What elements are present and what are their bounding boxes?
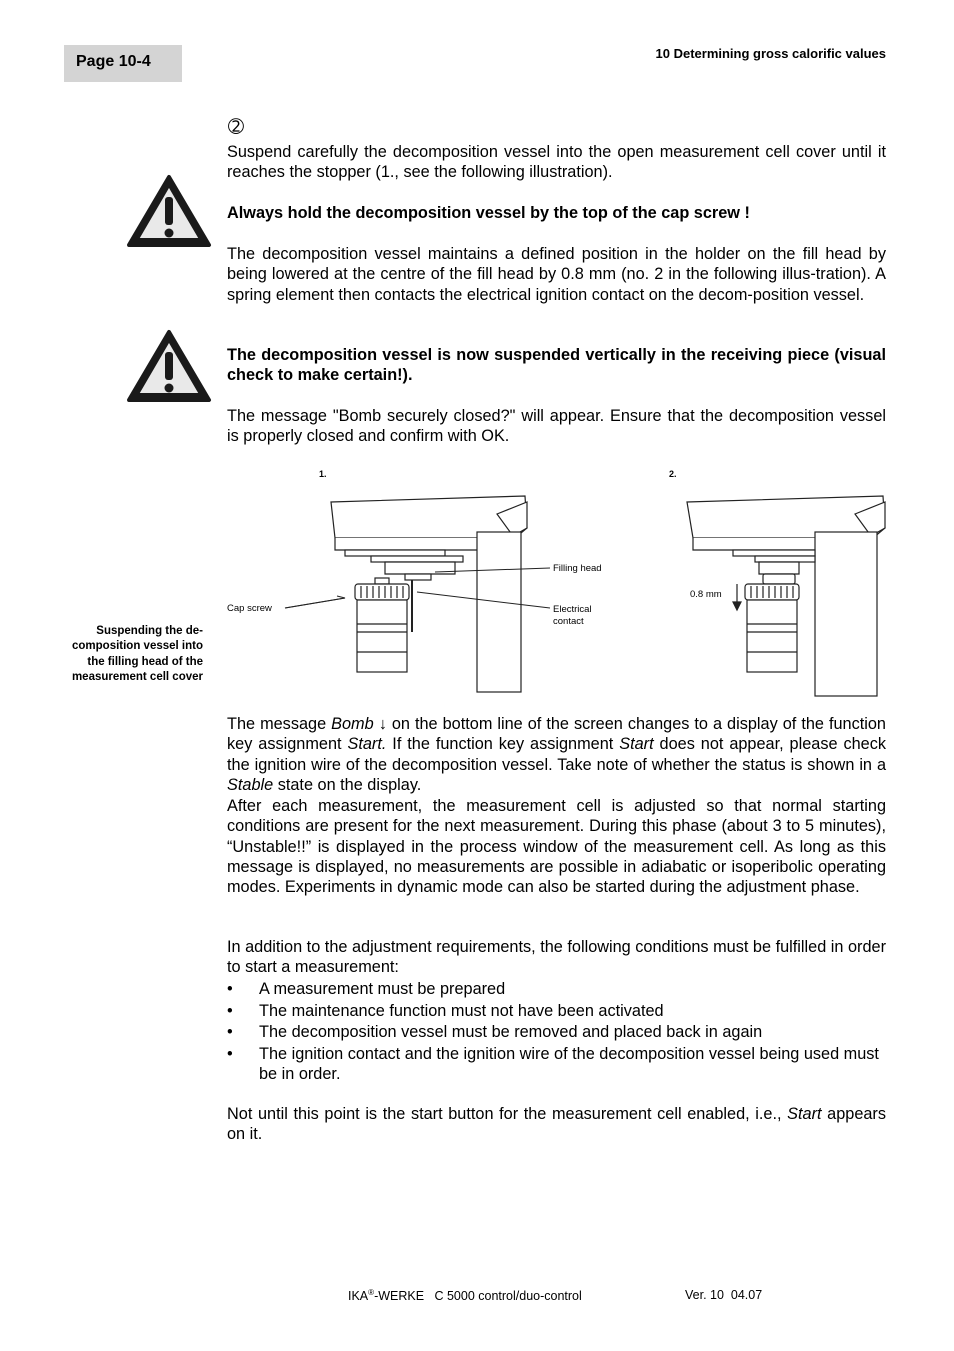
page-number-tab: Page 10-4 [64, 45, 182, 82]
callout-electrical-2: contact [553, 616, 584, 627]
paragraph-bomb-message: The message "Bomb securely closed?" will appear. Ensure that the decomposition vessel is properly closed and confirm with OK. [227, 407, 886, 446]
list-item: • A measurement must be prepared [227, 979, 886, 999]
figure-label-1: 1. [319, 469, 327, 479]
warning-text-vertical: The decomposition vessel is now suspended vertically in the receiving piece (visual check to make certain!). [227, 346, 886, 385]
warning-triangle-icon [127, 328, 212, 404]
callout-filling-head: Filling head [553, 563, 602, 574]
paragraph-suspend: Suspend carefully the decomposition vessel into the open measurement cell cover until it reaches the stopper (1., see the following illustration). [227, 143, 886, 182]
figure-suspending-vessel [225, 462, 890, 698]
chapter-title: 10 Determining gross calorific values [655, 46, 886, 61]
paragraph-position: The decomposition vessel maintains a defined position in the holder on the fill head by being lowered at the centre of the fill head by 0.8 mm (no. 2 in the following illus-tration). A spring element then contacts the electrical ignition contact on the decom-position vessel. [227, 245, 886, 304]
paragraph-start-enabled: Not until this point is the start button for the measurement cell enabled, i.e., Start appears on it. [227, 1105, 886, 1144]
conditions-list [227, 979, 886, 1084]
figure-caption: Suspending the de- composition vessel into the filling head of the measurement cell cover [71, 625, 203, 683]
callout-electrical-1: Electrical [553, 604, 592, 615]
callout-08mm: 0.8 mm [690, 589, 722, 600]
callout-cap-screw: Cap screw [227, 603, 272, 614]
paragraph-conditions: In addition to the adjustment requirements, the following conditions must be fulfilled in order to start a measurement: [227, 938, 886, 977]
list-item: • The decomposition vessel must be removed and placed back in again [227, 1022, 886, 1042]
footer-version: Ver. 10 04.07 [685, 1288, 763, 1302]
step-marker: ➁ [228, 117, 244, 138]
paragraph-adjustment: After each measurement, the measurement cell is adjusted so that normal starting conditions are present for the next measurement. During this phase (about 3 to 5 minutes), “Unstable!!” is displayed in the process window of the measurement cell. As long as this message is displayed, no measurements are possible in adiabatic or isoperibolic operating modes. Experiments in dynamic mode can also be started during the adjustment phase. [227, 797, 886, 897]
vessel-panel-1 [355, 578, 412, 672]
vessel-panel-2 [745, 574, 799, 672]
warning-triangle-icon [127, 173, 212, 249]
figure-label-2: 2. [669, 469, 677, 479]
list-item: • The maintenance function must not have been activated [227, 1001, 886, 1021]
footer-product: IKA®-WERKE C 5000 control/duo-control [348, 1288, 582, 1304]
paragraph-function-key: The message Bomb ↓ on the bottom line of the screen changes to a display of the function key assignment Start. If the function key assignment Start does not appear, please check the ignition wire of the decomposition vessel. Take note of whether the status is shown in a Stable state on the display. [227, 715, 886, 794]
warning-text-cap-screw: Always hold the decomposition vessel by the top of the cap screw ! [227, 204, 750, 222]
list-item: • The ignition contact and the ignition wire of the decomposition vessel being used must be in order. [227, 1044, 886, 1085]
